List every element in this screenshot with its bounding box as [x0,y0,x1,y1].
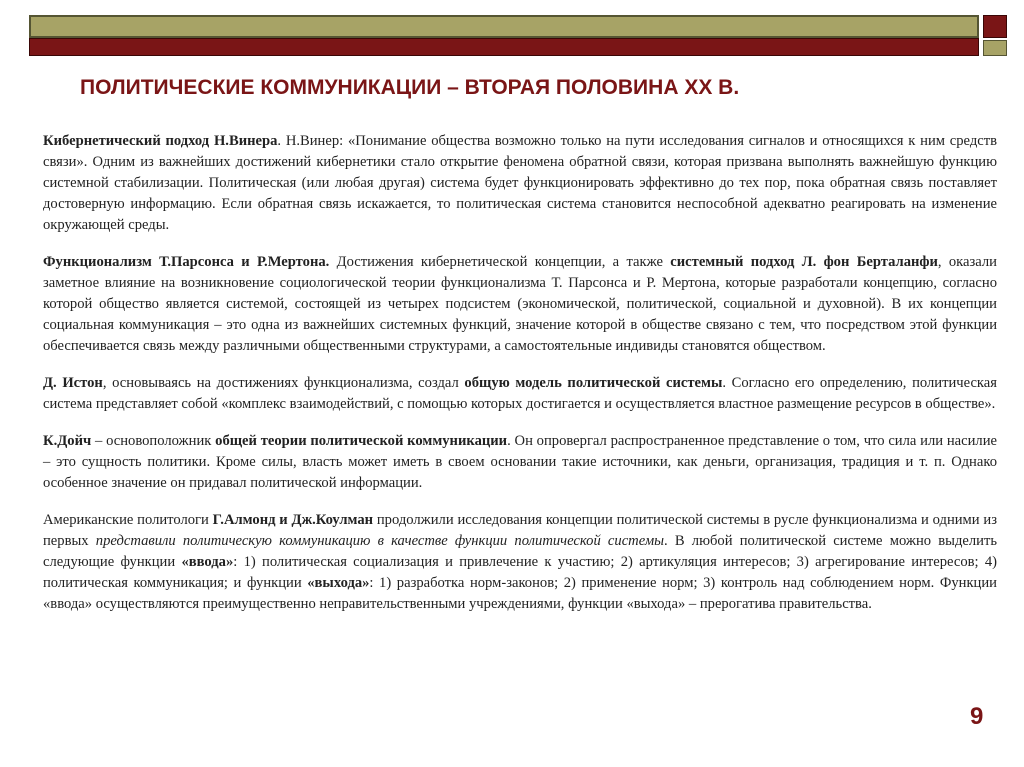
paragraph-text: : 1) политическая социализация и привлечение к участию; 2) артикуляция интересов; 3) агрегирование интересов; 4) политическая коммуникация; и функции [43,554,997,591]
header-square-maroon [983,15,1007,38]
paragraph-text: Американские политологи [43,512,213,528]
paragraph-text: . Н.Винер: «Понимание общества возможно только на пути исследования сигналов и относящихся к ним средств связи». Одним из важнейших достижений кибернетики стало открытие феномена обратной связи, которая призвана выполнять важнейшую функцию системной стабилизации. Политическая (или любая другая) система будет функционировать эффективно до тех пор, пока обратная связь поставляет достоверную информацию. Если обратная связь искажается, то политическая система становится неспособной адекватно реагировать на изменение окружающей среды. [43,133,997,233]
paragraph-italic: представили политическую коммуникацию в качестве функции политической системы [95,533,665,549]
paragraph-text: . Он опровергал распространенное представление о том, что сила или насилие – это сущность политики. Кроме силы, власть может иметь в своем основании такие источники, как деньги, организация, традиция и т. п. Однако особенное значение он придавал политической информации. [43,433,997,491]
paragraph-text: Достижения кибернетической концепции, а также [329,254,671,270]
paragraph-text: , оказали заметное влияние на возникновение социологической теории функционализма Т. Парсонса и Р. Мертона, которые разработали концепцию, согласно которой общество является системой, состоящей из четырех подсистем (экономической, политической, социальной и духовной). В их концепции социальная коммуникация – это одна из важнейших системных функций, значение которой в обществе связано с тем, что посредством этой функции обеспечивается связь между различными общественными структурами, а самостоятельные индивиды становятся обществом. [43,254,997,354]
paragraph-almond [43,510,997,615]
paragraph-text: . Согласно его определению, политическая система представляет собой «комплекс взаимодействий, с помощью которых достигается и осуществляется властное размещение ресурсов в обществе». [43,375,997,412]
header-square-olive [983,40,1007,56]
paragraph-emphasis: общую модель политической системы [464,375,723,391]
paragraph-text: , основываясь на достижениях функционализма, создал [102,375,465,391]
paragraph-heading: Кибернетический подход Н.Винера [43,133,278,149]
paragraph-text: – основоположник [91,433,216,449]
paragraph-easton [43,373,997,415]
paragraph-heading: Функционализм Т.Парсонса и Р.Мертона. [43,254,330,270]
slide-title: ПОЛИТИЧЕСКИЕ КОММУНИКАЦИИ – ВТОРАЯ ПОЛОВИНА XX В. [80,76,740,99]
page-number: 9 [970,703,984,730]
paragraph-emphasis: Г.Алмонд и Дж.Коулман [212,512,374,528]
slide-content [43,131,997,631]
paragraph-text: : 1) разработка норм-законов; 2) применение норм; 3) контроль над соблюдением норм. Функции «ввода» осуществляются преимущественно неправительственными учреждениями, функции «выхода» – прерогатива правительства. [43,575,997,612]
paragraph-emphasis: системный подход Л. фон Берталанфи [670,254,938,270]
paragraph-wiener [43,131,997,236]
paragraph-text: продолжили исследования концепции политической системы в русле функционализма и одними из первых [43,512,997,549]
header-bar-olive [29,15,979,38]
paragraph-emphasis: общей теории политической коммуникации [215,433,508,449]
paragraph-emphasis: «выхода» [307,575,370,591]
paragraph-deutsch [43,431,997,494]
paragraph-functionalism [43,252,997,357]
paragraph-heading: К.Дойч [43,433,92,449]
paragraph-heading: Д. Истон [43,375,103,391]
paragraph-emphasis: «ввода» [181,554,234,570]
paragraph-text: . В любой политической системе можно выделить следующие функции [43,533,997,570]
header-bar-maroon [29,38,979,56]
